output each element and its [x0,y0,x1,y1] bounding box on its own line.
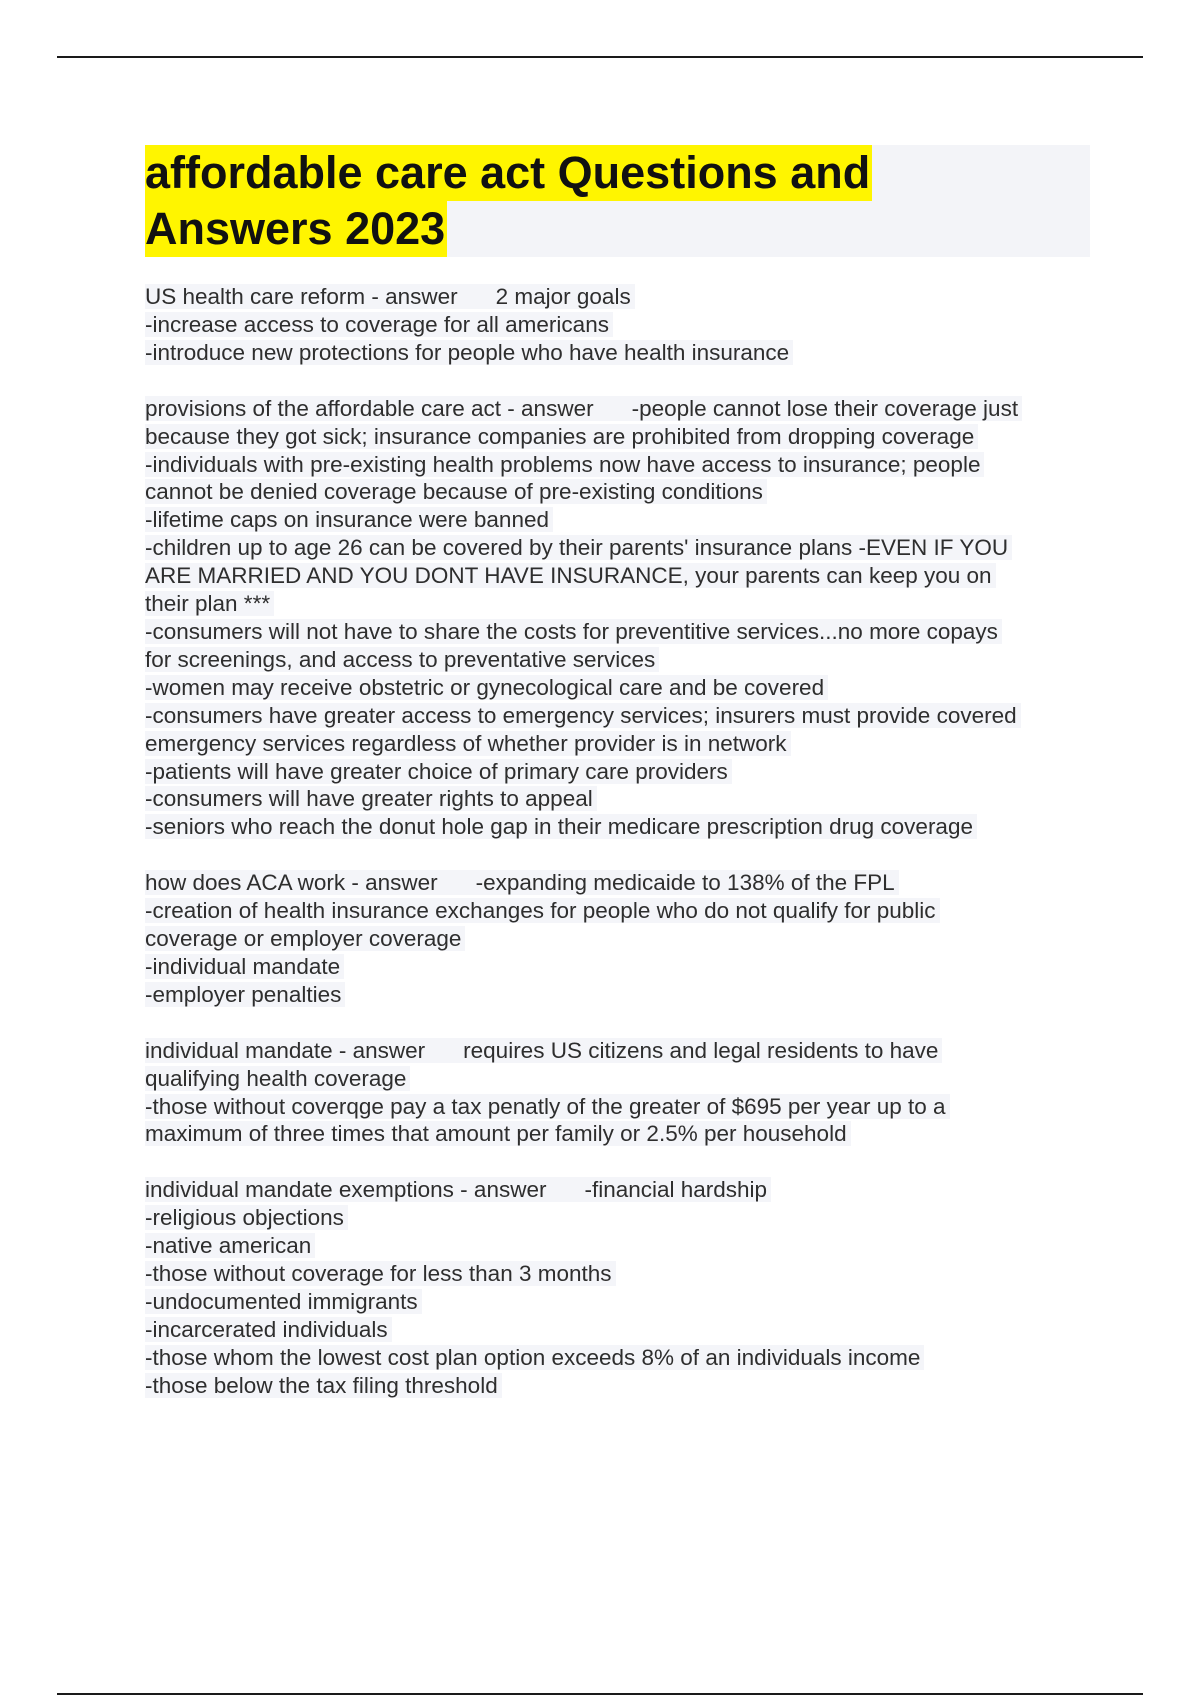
answer-line: -incarcerated individuals [145,1316,1095,1344]
answer-line: -consumers have greater access to emergency services; insurers must provide covered [145,702,1095,730]
answer-line: maximum of three times that amount per family or 2.5% per household [145,1120,1095,1148]
question-text: US health care reform - answer [145,284,458,309]
qa-first-line [145,395,1095,423]
qa-first-line [145,1176,1095,1204]
answer-line: their plan *** [145,590,1095,618]
answer-line: cannot be denied coverage because of pre-existing conditions [145,478,1095,506]
qa-first-line [145,283,1095,311]
qa-item [145,869,1095,1009]
top-rule [57,56,1143,58]
answer-line: -women may receive obstetric or gynecological care and be covered [145,674,1095,702]
title-block [145,145,1090,257]
answer-line: ARE MARRIED AND YOU DONT HAVE INSURANCE, your parents can keep you on [145,562,1095,590]
answer-line: -those without coverage for less than 3 months [145,1260,1095,1288]
answer-line: -consumers will have greater rights to appeal [145,785,1095,813]
answer-line: for screenings, and access to preventative services [145,646,1095,674]
answer-line: -creation of health insurance exchanges for people who do not qualify for public [145,897,1095,925]
question-text: individual mandate - answer [145,1037,426,1063]
answer-line: -lifetime caps on insurance were banned [145,506,1095,534]
qa-item [145,283,1095,367]
answer-line: -seniors who reach the donut hole gap in their medicare prescription drug coverage [145,813,1095,841]
answer-line: -undocumented immigrants [145,1288,1095,1316]
qa-content [145,283,1095,1428]
answer-line: -individuals with pre-existing health problems now have access to insurance; people [145,451,1095,479]
answer-line: -native american [145,1232,1095,1260]
answer-line: -patients will have greater choice of primary care providers [145,758,1095,786]
bottom-rule [57,1693,1143,1695]
question-text: provisions of the affordable care act - answer [145,395,594,421]
answer-text: -people cannot lose their coverage just [631,395,1019,421]
qa-item [145,1037,1095,1149]
answer-text: -financial hardship [584,1177,768,1203]
answer-line: because they got sick; insurance companies are prohibited from dropping coverage [145,423,1095,451]
qa-first-line [145,1037,1095,1065]
answer-text: requires US citizens and legal residents to have [463,1037,939,1063]
answer-line: -religious objections [145,1204,1095,1232]
qa-item [145,1176,1095,1399]
answer-line: -consumers will not have to share the costs for preventitive services...no more copays [145,618,1095,646]
question-text: how does ACA work - answer [145,870,438,896]
answer-text: 2 major goals [495,284,631,309]
page-title-line-1: affordable care act Questions and [145,145,872,201]
answer-line: -employer penalties [145,981,1095,1009]
answer-line: coverage or employer coverage [145,925,1095,953]
answer-line: -children up to age 26 can be covered by their parents' insurance plans -EVEN IF YOU [145,534,1095,562]
answer-line: -introduce new protections for people who have health insurance [145,339,1095,367]
answer-line: emergency services regardless of whether provider is in network [145,730,1095,758]
question-text: individual mandate exemptions - answer [145,1177,547,1203]
answer-line: qualifying health coverage [145,1065,1095,1093]
page-title-line-2: Answers 2023 [145,201,447,257]
answer-text: -expanding medicaide to 138% of the FPL [475,870,895,896]
answer-line: -individual mandate [145,953,1095,981]
answer-line: -those without coverqge pay a tax penatly of the greater of $695 per year up to a [145,1093,1095,1121]
qa-item [145,395,1095,842]
answer-line: -those below the tax filing threshold [145,1372,1095,1400]
answer-line: -those whom the lowest cost plan option exceeds 8% of an individuals income [145,1344,1095,1372]
qa-first-line [145,869,1095,897]
answer-line: -increase access to coverage for all americans [145,311,1095,339]
